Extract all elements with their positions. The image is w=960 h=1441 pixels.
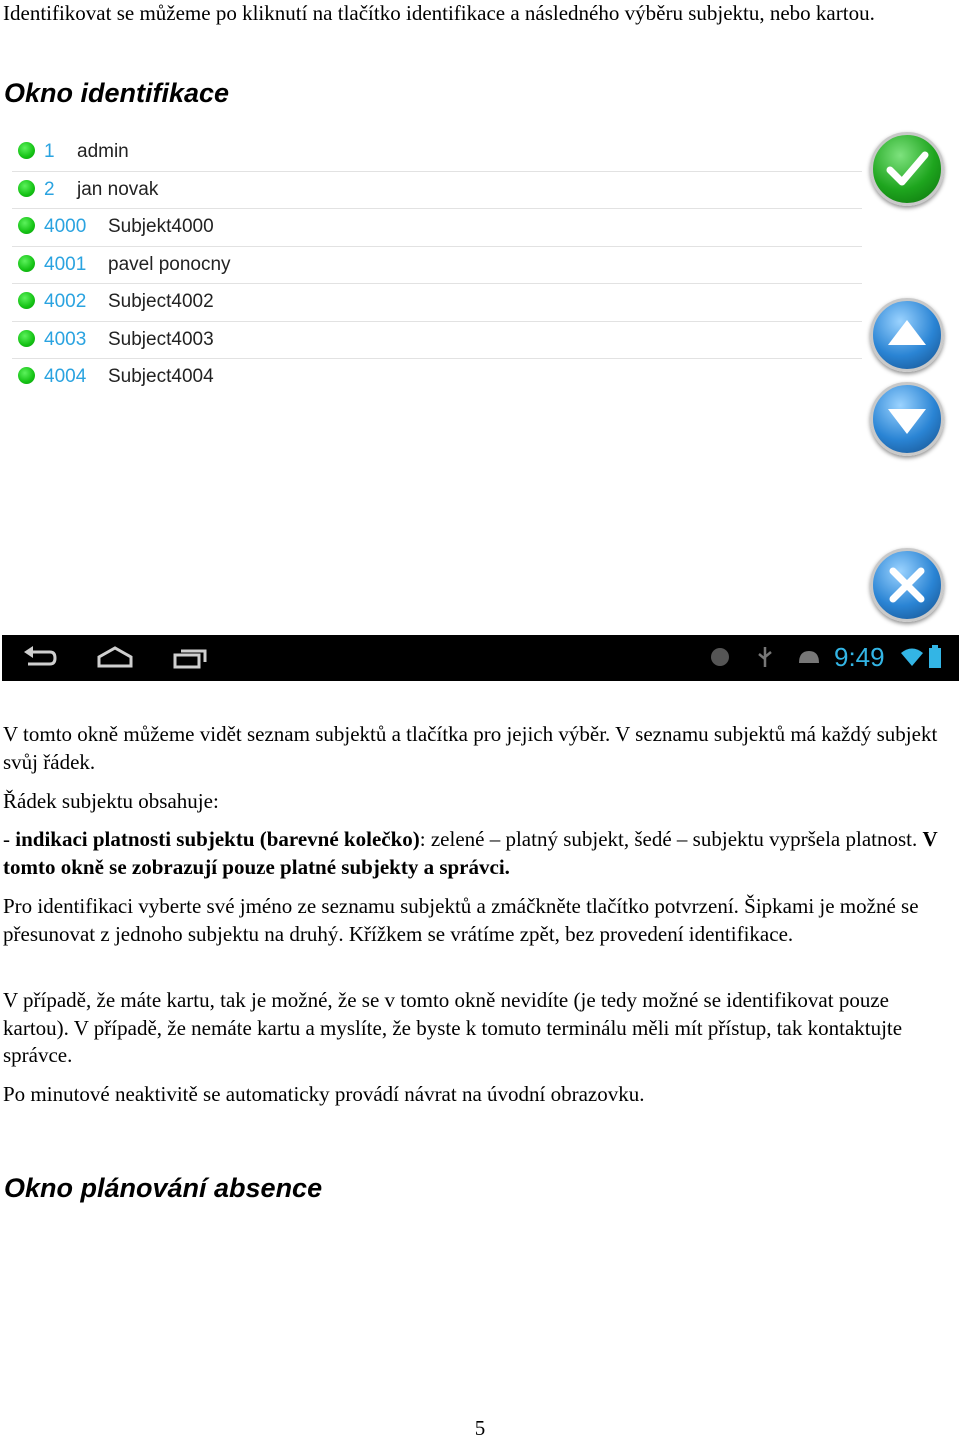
cancel-button[interactable] <box>870 548 944 622</box>
subject-row[interactable] <box>12 322 862 360</box>
wifi-icon <box>900 645 924 667</box>
subject-name: Subject4004 <box>108 366 214 387</box>
subject-name: pavel ponocny <box>108 253 231 275</box>
subject-row[interactable] <box>12 172 862 210</box>
status-dot-icon <box>18 217 35 234</box>
close-icon <box>873 551 941 619</box>
subject-row[interactable] <box>12 209 862 247</box>
check-icon <box>873 135 941 203</box>
status-dot-icon <box>18 142 35 159</box>
paragraph-validity-indicator <box>3 826 953 881</box>
paragraph-how-to-identify: Pro identifikaci vyberte své jméno ze seznamu subjektů a zmáčkněte tlačítko potvrzení. Šipkami je možné se přesunovat z jednoho subjektu na druhý. Křížkem se vrátíme zpět, bez provedení identifikace. <box>3 894 919 946</box>
status-dot-icon <box>18 367 35 384</box>
subject-id: 2 <box>44 178 55 200</box>
android-debug-icon <box>796 645 822 667</box>
subject-id: 4001 <box>44 253 87 275</box>
paragraph-inactivity: Po minutové neaktivitě se automaticky provádí návrat na úvodní obrazovku. <box>3 1082 645 1106</box>
subject-id: 4000 <box>44 216 87 237</box>
subject-id: 4004 <box>44 366 87 387</box>
subject-row[interactable] <box>12 247 862 285</box>
subject-row[interactable] <box>12 134 862 172</box>
subject-name: Subject4002 <box>108 291 214 312</box>
confirm-button[interactable] <box>870 132 944 206</box>
subject-name: Subject4003 <box>108 328 214 350</box>
status-dot-icon <box>18 330 35 347</box>
subject-list <box>12 134 862 396</box>
subject-name: jan novak <box>77 178 159 200</box>
paragraph-list-description: V tomto okně můžeme vidět seznam subjektů a tlačítka pro jejich výběr. V seznamu subjektů má každý subjekt svůj řádek. <box>3 722 938 774</box>
intro-paragraph: Identifikovat se můžeme po kliknutí na tlačítko identifikace a následného výběru subjektu, nebo kartou. <box>3 1 875 25</box>
recent-apps-icon[interactable] <box>172 645 208 671</box>
subject-name: Subjekt4000 <box>108 216 214 237</box>
status-dot-icon <box>18 292 35 309</box>
section-heading-identification: Okno identifikace <box>4 78 230 108</box>
list-dash: - <box>3 827 16 851</box>
section-heading-absence: Okno plánování absence <box>4 1173 323 1203</box>
scroll-up-button[interactable] <box>870 298 944 372</box>
subject-id: 4003 <box>44 328 87 350</box>
subject-name: admin <box>77 141 129 162</box>
paragraph-card-info: V případě, že máte kartu, tak je možné, že se v tomto okně nevidíte (je tedy možné se identifikovat pouze kartou). V případě, že nemáte kartu a myslíte, že byste k tomuto terminálu měli mít přístup, tak kontaktujte správce. <box>3 988 903 1067</box>
battery-icon <box>928 645 942 669</box>
usb-icon <box>756 645 774 669</box>
arrow-up-icon <box>873 301 941 369</box>
subject-row[interactable] <box>12 284 862 322</box>
subject-id: 4002 <box>44 291 87 312</box>
android-nav-bar <box>2 635 959 681</box>
validity-text: : zelené – platný subjekt, šedé – subjektu vypršela platnost. <box>419 827 923 851</box>
arrow-down-icon <box>873 385 941 453</box>
paragraph-row-contents: Řádek subjektu obsahuje: <box>3 789 219 813</box>
home-icon[interactable] <box>96 645 134 671</box>
notification-icon <box>708 645 732 669</box>
status-clock: 9:49 <box>834 642 885 672</box>
status-dot-icon <box>18 255 35 272</box>
bold-term: indikaci platnosti subjektu (barevné kolečko) <box>15 827 420 851</box>
scroll-down-button[interactable] <box>870 382 944 456</box>
identification-screenshot <box>2 128 959 681</box>
bold-note: V tomto okně se zobrazují pouze platné subjekty a správci. <box>3 827 938 879</box>
status-dot-icon <box>18 180 35 197</box>
subject-id: 1 <box>44 141 55 162</box>
back-icon[interactable] <box>22 645 58 671</box>
subject-row[interactable] <box>12 359 862 396</box>
page-number: 5 <box>474 1416 486 1440</box>
